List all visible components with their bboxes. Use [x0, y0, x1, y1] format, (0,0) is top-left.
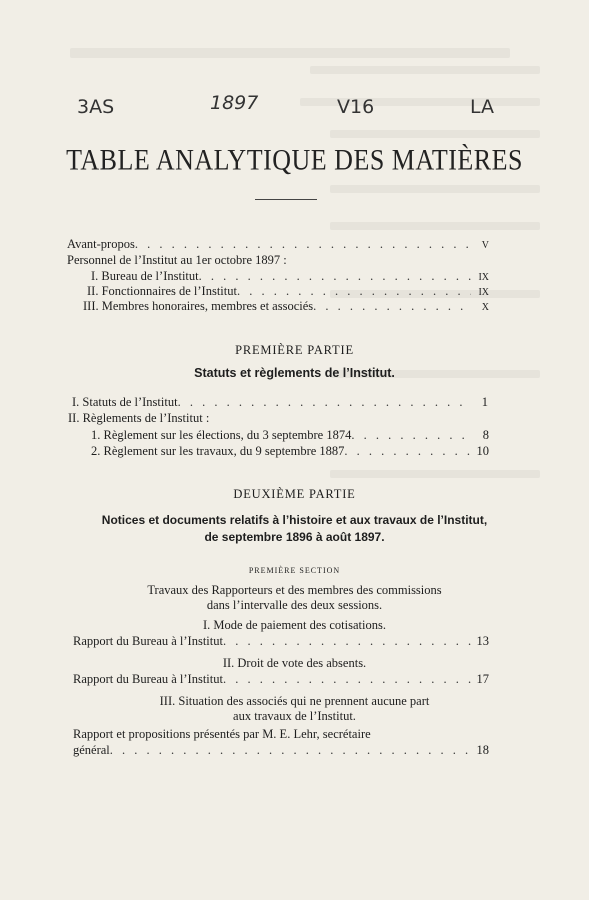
part2-title-line2: de septembre 1896 à août 1897.	[204, 530, 385, 544]
toc-label: III. Membres honoraires, membres et associés	[83, 299, 314, 313]
toc-page: IX	[478, 287, 489, 298]
rapport-3-line1: Rapport et propositions présentés par M. E. Lehr, secrétaire	[73, 727, 371, 741]
part2-title-line1: Notices et documents relatifs à l’histoire et aux travaux de l’Institut,	[101, 513, 488, 527]
toc-label: Avant-propos	[67, 237, 135, 251]
toc-page: 1	[481, 395, 488, 409]
toc-entry-travaux[interactable]	[91, 443, 489, 459]
toc-label: 2. Règlement sur les travaux, du 9 septembre 1887	[91, 444, 345, 458]
toc-label: Rapport du Bureau à l’Institut	[73, 634, 223, 648]
subsection-3-line1: III. Situation des associés qui ne prennent aucune part	[159, 694, 430, 708]
handwritten-mark-2: 1897	[210, 92, 259, 114]
toc-label: I. Bureau de l’Institut	[91, 269, 199, 283]
toc-label: Rapport du Bureau à l’Institut	[73, 672, 223, 686]
toc-entry-rapport-3[interactable]	[73, 742, 489, 758]
leader-dots	[135, 236, 471, 252]
toc-page: 17	[476, 672, 489, 686]
toc-entry-elections[interactable]	[91, 427, 489, 443]
leader-dots	[199, 268, 471, 284]
page-title: TABLE ANALYTIQUE DES MATIÈRES	[66, 143, 523, 177]
leader-dots	[344, 443, 471, 459]
toc-page: 13	[476, 634, 489, 648]
leader-dots	[313, 298, 471, 314]
toc-label: I. Statuts de l’Institut	[72, 395, 178, 409]
leader-dots	[223, 671, 471, 687]
toc-entry-rapport-1[interactable]	[73, 633, 489, 649]
toc-label: général	[73, 743, 110, 757]
toc-entry-membres[interactable]	[83, 298, 489, 316]
part1-title: Statuts et règlements de l’Institut.	[194, 366, 395, 380]
subsection-2: II. Droit de vote des absents.	[222, 656, 367, 670]
section-label: PREMIÈRE SECTION	[248, 566, 341, 575]
toc-page: V	[481, 240, 489, 251]
section-title-line2: dans l’intervalle des deux sessions.	[206, 598, 383, 612]
part2-heading: DEUXIÈME PARTIE	[233, 487, 356, 501]
toc-page: X	[481, 302, 489, 313]
leader-dots	[110, 742, 471, 758]
section-title-line1: Travaux des Rapporteurs et des membres des commissions	[147, 583, 442, 597]
leader-dots	[351, 427, 471, 443]
toc-group-personnel: Personnel de l’Institut au 1er octobre 1897 :	[67, 253, 287, 267]
handwritten-mark-1: 3AS	[77, 96, 115, 118]
toc-page: 8	[482, 428, 489, 442]
leader-dots	[237, 283, 471, 299]
toc-page: 10	[476, 444, 489, 458]
leader-dots	[223, 633, 471, 649]
toc-entry-statuts[interactable]	[72, 394, 488, 410]
toc-label: 1. Règlement sur les élections, du 3 septembre 1874	[91, 428, 352, 442]
toc-entry-rapport-2[interactable]	[73, 671, 489, 687]
toc-page: IX	[478, 272, 489, 283]
subsection-1: I. Mode de paiement des cotisations.	[203, 618, 386, 632]
leader-dots	[178, 394, 470, 410]
title-rule	[255, 199, 317, 200]
handwritten-mark-3: V16	[337, 96, 375, 118]
toc-group-reglements: II. Règlements de l’Institut :	[68, 411, 210, 425]
part1-heading: PREMIÈRE PARTIE	[235, 343, 354, 357]
toc-page: 18	[476, 743, 489, 757]
toc-label: II. Fonctionnaires de l’Institut	[87, 284, 237, 298]
subsection-3-line2: aux travaux de l’Institut.	[233, 709, 356, 723]
handwritten-mark-4: LA	[470, 96, 495, 118]
